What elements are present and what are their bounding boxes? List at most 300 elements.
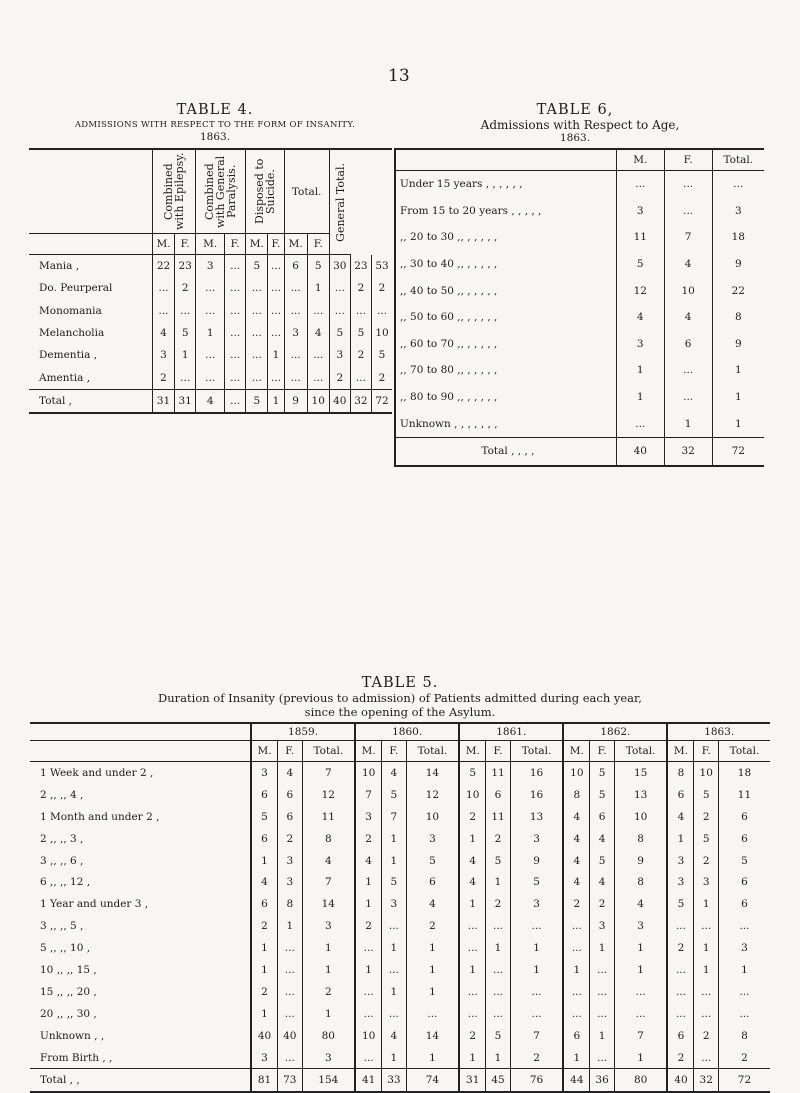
table-cell: 4 xyxy=(382,762,406,784)
table6-head-f: F. xyxy=(664,149,712,171)
table-cell: 9 xyxy=(712,331,764,358)
table-cell: 23 xyxy=(175,255,196,278)
table-cell: 1 xyxy=(251,959,278,981)
table-cell: 2 xyxy=(278,828,302,850)
table-row xyxy=(395,304,764,331)
table-cell: 4 xyxy=(382,1025,406,1047)
table-cell: 33 xyxy=(382,1069,406,1092)
table-cell: 41 xyxy=(355,1069,382,1092)
table-cell: 2 xyxy=(486,828,510,850)
table-cell: 3 xyxy=(510,828,563,850)
table-cell: 2 xyxy=(718,1047,770,1069)
table-cell: 6 xyxy=(563,1025,590,1047)
row-label: ,, 80 to 90 ,, , , , , , xyxy=(395,384,616,411)
table-cell: 2 xyxy=(355,915,382,937)
table-cell: 8 xyxy=(563,784,590,806)
table-cell: 1 xyxy=(302,1003,355,1025)
table-cell: 22 xyxy=(152,255,174,278)
table4-col-general-total: General Total. xyxy=(329,149,350,255)
table-cell: 10 xyxy=(406,806,459,828)
table-cell: 1 xyxy=(459,959,486,981)
table-cell: 1 xyxy=(459,1047,486,1069)
table-cell: ... xyxy=(284,300,307,322)
table-cell: 8 xyxy=(302,828,355,850)
sub-header: F. xyxy=(486,741,510,762)
table-cell: ... xyxy=(225,344,246,366)
table-cell: ... xyxy=(382,1003,406,1025)
table-cell: 8 xyxy=(718,1025,770,1047)
table-cell: 11 xyxy=(486,762,510,784)
page-number: 13 xyxy=(388,66,410,86)
table-cell: ... xyxy=(590,1003,614,1025)
table-row xyxy=(30,1047,770,1069)
row-label: 2 ,, ,, 4 , xyxy=(40,788,84,801)
table-cell: ... xyxy=(459,915,486,937)
table-cell: 74 xyxy=(406,1069,459,1092)
table-cell: 2 xyxy=(694,850,718,872)
table-cell: 1 xyxy=(694,893,718,915)
table-cell: ... xyxy=(459,937,486,959)
table5-subtitle2: since the opening of the Asylum. xyxy=(304,705,496,719)
row-label: ,, 30 to 40 ,, , , , , , xyxy=(395,251,616,278)
sub-header: M. xyxy=(355,741,382,762)
sub-header: Total. xyxy=(718,741,770,762)
table-cell: 3 xyxy=(614,915,667,937)
table-cell: 40 xyxy=(278,1025,302,1047)
row-label: Under 15 years , , , , , , xyxy=(395,171,616,198)
row-label: 3 ,, ,, 6 , xyxy=(40,854,84,867)
table-cell: 3 xyxy=(694,871,718,893)
table-cell: 1 xyxy=(302,937,355,959)
table-cell: 6 xyxy=(278,806,302,828)
table-cell: ... xyxy=(278,959,302,981)
table-cell: 3 xyxy=(718,937,770,959)
table-row xyxy=(395,357,764,384)
table-cell: ... xyxy=(246,300,268,322)
table-cell: 1 xyxy=(614,937,667,959)
table-cell: 2 xyxy=(510,1047,563,1069)
table-cell: 5 xyxy=(406,850,459,872)
table-cell: 8 xyxy=(667,762,694,784)
table-cell: ... xyxy=(196,300,225,322)
table-cell: ... xyxy=(614,981,667,1003)
table-row xyxy=(395,224,764,251)
table-cell: 3 xyxy=(616,198,664,225)
row-label: 1 Month and under 2 , xyxy=(40,810,160,823)
table-row xyxy=(395,331,764,358)
table-cell: 1 xyxy=(563,1047,590,1069)
table-cell: 32 xyxy=(350,389,371,413)
table-cell: 1 xyxy=(355,893,382,915)
table-row xyxy=(30,871,770,893)
table-cell: ... xyxy=(246,277,268,299)
row-label: ,, 60 to 70 ,, , , , , , xyxy=(395,331,616,358)
row-label: From Birth , , xyxy=(40,1051,113,1064)
table-cell: ... xyxy=(225,300,246,322)
table-row xyxy=(30,959,770,981)
table-cell: 1 xyxy=(664,410,712,437)
table-cell: ... xyxy=(664,171,712,198)
row-label: ,, 50 to 60 ,, , , , , , xyxy=(395,304,616,331)
table-cell: ... xyxy=(563,981,590,1003)
table-cell: 13 xyxy=(614,784,667,806)
table-cell: 6 xyxy=(718,828,770,850)
table-cell: 8 xyxy=(614,828,667,850)
row-label: Unknown , , , , , , , xyxy=(395,410,616,437)
table-cell: ... xyxy=(667,915,694,937)
table-cell: 10 xyxy=(614,806,667,828)
table-cell: 3 xyxy=(251,762,278,784)
table-cell: ... xyxy=(406,1003,459,1025)
table-cell: 5 xyxy=(329,322,350,344)
table-cell: ... xyxy=(152,277,174,299)
table-cell: ... xyxy=(284,277,307,299)
table-row xyxy=(29,277,392,299)
table5-subtitle1: Duration of Insanity (previous to admission) of Patients admitted during each year, xyxy=(158,691,642,705)
table-cell: 1 xyxy=(614,1047,667,1069)
sub-header: Total. xyxy=(406,741,459,762)
table-cell: 2 xyxy=(563,893,590,915)
table-cell: 2 xyxy=(350,344,371,366)
table-cell: 12 xyxy=(616,277,664,304)
table-cell: 6 xyxy=(718,893,770,915)
table-cell: 3 xyxy=(382,893,406,915)
table-cell: 15 xyxy=(614,762,667,784)
table-cell: 4 xyxy=(152,322,174,344)
table-row xyxy=(395,437,764,465)
table-cell: ... xyxy=(616,410,664,437)
table-cell: 5 xyxy=(175,322,196,344)
table-row xyxy=(30,981,770,1003)
table-cell: ... xyxy=(718,981,770,1003)
table-cell: 4 xyxy=(459,850,486,872)
table6-head-total: Total. xyxy=(712,149,764,171)
row-label: 20 ,, ,, 30 , xyxy=(40,1007,97,1020)
table-cell: ... xyxy=(664,384,712,411)
year-header: 1862. xyxy=(563,723,667,741)
table-cell: ... xyxy=(614,1003,667,1025)
sub-header: F. xyxy=(694,741,718,762)
table-cell: 2 xyxy=(302,981,355,1003)
table-cell: ... xyxy=(486,1003,510,1025)
table-cell: ... xyxy=(268,366,284,389)
table-row xyxy=(30,893,770,915)
table-cell: ... xyxy=(196,344,225,366)
table-cell: 5 xyxy=(510,871,563,893)
table-cell: 7 xyxy=(664,224,712,251)
table-row xyxy=(29,389,392,413)
table-row xyxy=(29,322,392,344)
table-cell: 6 xyxy=(251,893,278,915)
table-row xyxy=(29,300,392,322)
table-cell: 40 xyxy=(616,437,664,465)
table-cell: 45 xyxy=(486,1069,510,1092)
table-cell: 3 xyxy=(251,1047,278,1069)
table-cell: 5 xyxy=(246,389,268,413)
table-cell: 1 xyxy=(175,344,196,366)
table-cell: 10 xyxy=(355,1025,382,1047)
table-cell: 4 xyxy=(406,893,459,915)
table-cell: 6 xyxy=(664,331,712,358)
table-cell: 4 xyxy=(590,871,614,893)
table4-col-paralysis: Combined with General Paralysis. xyxy=(196,149,246,234)
table-cell: ... xyxy=(590,959,614,981)
row-label: Amentia , xyxy=(39,371,91,384)
table-cell: 5 xyxy=(590,850,614,872)
table-cell: 23 xyxy=(350,255,371,278)
table-cell: 1 xyxy=(563,959,590,981)
table-cell: 1 xyxy=(590,1025,614,1047)
table-cell: 1 xyxy=(486,937,510,959)
table-cell: 6 xyxy=(251,784,278,806)
table-cell: ... xyxy=(225,389,246,413)
table-cell: ... xyxy=(307,366,329,389)
table-row xyxy=(395,277,764,304)
table-cell: 2 xyxy=(355,828,382,850)
table-cell: 2 xyxy=(152,366,174,389)
table-cell: 2 xyxy=(694,1025,718,1047)
table4-mf-label: F. xyxy=(225,234,246,255)
table-cell: 31 xyxy=(175,389,196,413)
table-cell: 1 xyxy=(694,959,718,981)
table-cell: 72 xyxy=(372,389,393,413)
table4-body xyxy=(29,255,392,414)
table-cell: ... xyxy=(175,366,196,389)
table-cell: 4 xyxy=(563,850,590,872)
row-label: Total , , , , xyxy=(395,437,616,465)
table-cell: 7 xyxy=(302,871,355,893)
table-cell: 5 xyxy=(718,850,770,872)
table-cell: 3 xyxy=(667,871,694,893)
table5-year-row xyxy=(30,723,770,741)
table-cell: ... xyxy=(307,344,329,366)
table-cell: 154 xyxy=(302,1069,355,1092)
table-cell: ... xyxy=(350,366,371,389)
row-label: ,, 40 to 50 ,, , , , , , xyxy=(395,277,616,304)
table-cell: ... xyxy=(694,1003,718,1025)
table-cell: 6 xyxy=(718,871,770,893)
table-cell: 6 xyxy=(278,784,302,806)
table4-mf-label: M. xyxy=(196,234,225,255)
table-cell: 12 xyxy=(406,784,459,806)
table-cell: ... xyxy=(284,344,307,366)
table-cell: 4 xyxy=(251,871,278,893)
year-header: 1859. xyxy=(251,723,355,741)
table-cell: 3 xyxy=(196,255,225,278)
table-cell: ... xyxy=(152,300,174,322)
table-cell: ... xyxy=(486,915,510,937)
table-cell: ... xyxy=(694,1047,718,1069)
row-label: From 15 to 20 years , , , , , xyxy=(395,198,616,225)
table-cell: 9 xyxy=(614,850,667,872)
table-row xyxy=(30,828,770,850)
table-cell: 3 xyxy=(329,344,350,366)
table-cell: ... xyxy=(664,357,712,384)
table-cell: 7 xyxy=(382,806,406,828)
table4-mf-label: F. xyxy=(268,234,284,255)
row-label: Unknown , , xyxy=(40,1029,105,1042)
table-cell: 1 xyxy=(614,959,667,981)
table4-mf-label: M. xyxy=(152,234,174,255)
table-cell: 7 xyxy=(510,1025,563,1047)
table-cell: 14 xyxy=(302,893,355,915)
table4-col-suicide: Disposed to Suicide. xyxy=(246,149,284,234)
table-cell: 3 xyxy=(302,915,355,937)
table-cell: 5 xyxy=(246,255,268,278)
table-cell: ... xyxy=(372,300,393,322)
table4-year: 1863. xyxy=(199,131,231,143)
table-cell: 10 xyxy=(372,322,393,344)
table-cell: ... xyxy=(664,198,712,225)
table-cell: 22 xyxy=(712,277,764,304)
sub-header: F. xyxy=(382,741,406,762)
table-cell: ... xyxy=(563,1003,590,1025)
table-cell: 1 xyxy=(307,277,329,299)
table-row xyxy=(395,410,764,437)
sub-header: M. xyxy=(563,741,590,762)
table-cell: ... xyxy=(616,171,664,198)
table-cell: ... xyxy=(563,915,590,937)
table-cell: 1 xyxy=(459,893,486,915)
table-cell: 1 xyxy=(712,357,764,384)
table-cell: 1 xyxy=(406,959,459,981)
table-cell: 30 xyxy=(329,255,350,278)
row-label: Total , xyxy=(29,389,152,413)
table-cell: ... xyxy=(718,915,770,937)
table-cell: 53 xyxy=(372,255,393,278)
table-cell: 5 xyxy=(350,322,371,344)
row-label: Monomania xyxy=(39,304,102,317)
table5-body xyxy=(30,762,770,1093)
table-cell: 31 xyxy=(459,1069,486,1092)
row-label: 1 Year and under 3 , xyxy=(40,898,149,911)
table-cell: 9 xyxy=(712,251,764,278)
table-cell: 3 xyxy=(278,850,302,872)
table-cell: ... xyxy=(590,1047,614,1069)
table-cell: 6 xyxy=(406,871,459,893)
table-row xyxy=(395,171,764,198)
table-cell: ... xyxy=(590,981,614,1003)
table-cell: 72 xyxy=(712,437,764,465)
table-cell: 5 xyxy=(382,871,406,893)
table-cell: ... xyxy=(268,322,284,344)
table-cell: 5 xyxy=(694,784,718,806)
table-cell: 2 xyxy=(667,1047,694,1069)
table-cell: 4 xyxy=(616,304,664,331)
table-cell: 32 xyxy=(664,437,712,465)
table6-year: 1863. xyxy=(559,132,591,144)
table-row xyxy=(395,251,764,278)
table4-col-epilepsy: Combined with Epilepsy. xyxy=(152,149,195,234)
table-cell: ... xyxy=(246,322,268,344)
table-cell: 3 xyxy=(152,344,174,366)
table4-subtitle: ADMISSIONS WITH RESPECT TO THE FORM OF INSANITY. xyxy=(74,120,356,130)
table-cell: ... xyxy=(510,981,563,1003)
row-label: Dementia , xyxy=(39,349,98,362)
row-label: 15 ,, ,, 20 , xyxy=(40,985,97,998)
table-cell: 11 xyxy=(718,784,770,806)
table-cell: 3 xyxy=(616,331,664,358)
table-cell: ... xyxy=(246,366,268,389)
table4-mf-label: F. xyxy=(307,234,329,255)
table-cell: 4 xyxy=(278,762,302,784)
sub-header: M. xyxy=(667,741,694,762)
table-cell: 81 xyxy=(251,1069,278,1092)
table-cell: ... xyxy=(667,981,694,1003)
table4-mf-label: M. xyxy=(284,234,307,255)
table-cell: 11 xyxy=(486,806,510,828)
table-cell: 10 xyxy=(563,762,590,784)
table-cell: ... xyxy=(718,1003,770,1025)
table-cell: 80 xyxy=(614,1069,667,1092)
table-cell: 5 xyxy=(251,806,278,828)
table-row xyxy=(395,384,764,411)
table-cell: 3 xyxy=(590,915,614,937)
table-cell: ... xyxy=(225,366,246,389)
table-cell: 11 xyxy=(616,224,664,251)
table-cell: 1 xyxy=(382,1047,406,1069)
table-cell: 5 xyxy=(694,828,718,850)
table-cell: 1 xyxy=(251,850,278,872)
table-cell: ... xyxy=(307,300,329,322)
table-row xyxy=(30,784,770,806)
table-cell: 2 xyxy=(486,893,510,915)
table-cell: 7 xyxy=(302,762,355,784)
table5-title: TABLE 5. xyxy=(361,675,439,691)
table-cell: ... xyxy=(246,344,268,366)
table-cell: ... xyxy=(196,366,225,389)
table-cell: 4 xyxy=(664,304,712,331)
table-cell: ... xyxy=(667,1003,694,1025)
table-row xyxy=(29,344,392,366)
table-cell: 1 xyxy=(251,937,278,959)
table-cell: 4 xyxy=(563,806,590,828)
table-cell: 13 xyxy=(510,806,563,828)
table-cell: 2 xyxy=(667,937,694,959)
table-cell: ... xyxy=(278,937,302,959)
table-cell: 4 xyxy=(563,828,590,850)
table-cell: ... xyxy=(459,981,486,1003)
table-cell: 1 xyxy=(406,1047,459,1069)
year-header: 1861. xyxy=(459,723,563,741)
table5 xyxy=(30,722,770,1093)
table-cell: 18 xyxy=(712,224,764,251)
table-cell: ... xyxy=(694,915,718,937)
table-cell: 2 xyxy=(372,277,393,299)
table-cell: ... xyxy=(382,959,406,981)
table-cell: 32 xyxy=(694,1069,718,1092)
table-row xyxy=(30,1025,770,1047)
table-cell: 1 xyxy=(667,828,694,850)
table-row xyxy=(30,806,770,828)
year-header: 1863. xyxy=(667,723,770,741)
table-cell: 2 xyxy=(251,915,278,937)
table-row xyxy=(30,1069,770,1092)
table-cell: ... xyxy=(278,1047,302,1069)
table-cell: ... xyxy=(350,300,371,322)
sub-header: Total. xyxy=(614,741,667,762)
table-cell: 5 xyxy=(590,762,614,784)
table6-subtitle: Admissions with Respect to Age, xyxy=(480,118,680,132)
table-cell: 16 xyxy=(510,784,563,806)
table-cell: 1 xyxy=(406,981,459,1003)
row-label: 10 ,, ,, 15 , xyxy=(40,963,97,976)
table6-head-m: M. xyxy=(616,149,664,171)
table-cell: ... xyxy=(329,277,350,299)
table-cell: 4 xyxy=(664,251,712,278)
table-cell: 1 xyxy=(268,389,284,413)
table-cell: 6 xyxy=(590,806,614,828)
